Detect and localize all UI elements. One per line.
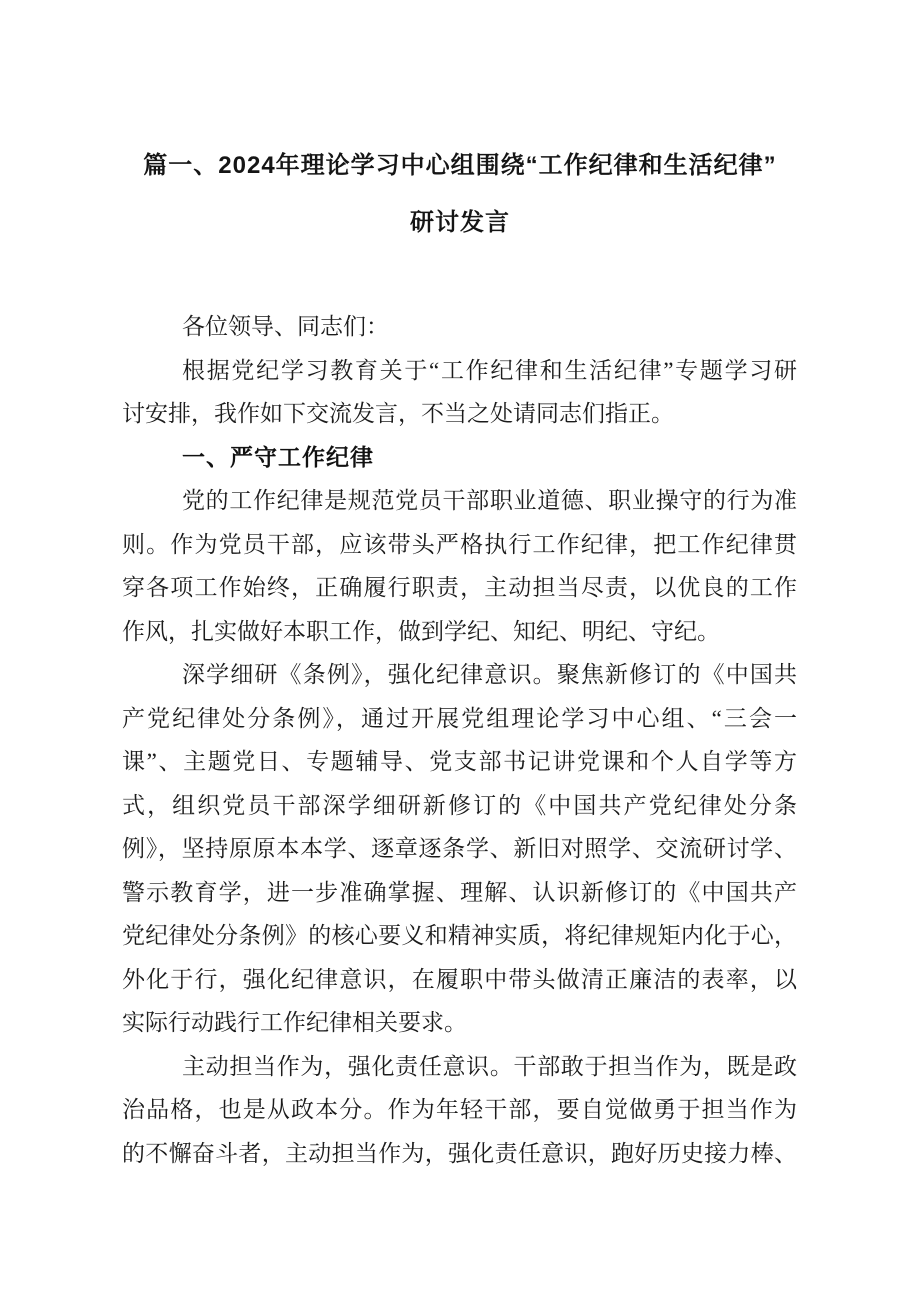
body-line: 式，组织党员干部深学细研新修订的《中国共产党纪律处分条 <box>122 792 797 818</box>
body-line: 则。作为党员干部，应该带头严格执行工作纪律，把工作纪律贯 <box>122 531 797 557</box>
body-line: 例》，坚持原原本本学、逐章逐条学、新旧对照学、交流研讨学、 <box>122 836 797 861</box>
body-line: 外化于行，强化纪律意识，在履职中带头做清正廉洁的表率，以 <box>122 966 797 992</box>
body-line: 根据党纪学习教育关于“工作纪律和生活纪律”专题学习研 <box>182 357 797 383</box>
body-line: 治品格，也是从政本分。作为年轻干部，要自觉做勇于担当作为 <box>122 1097 797 1122</box>
document-title <box>0 137 920 251</box>
body-line: 实际行动践行工作纪律相关要求。 <box>122 1010 467 1035</box>
body-line: 警示教育学，进一步准确掌握、理解、认识新修订的《中国共产 <box>122 879 797 905</box>
document-body <box>122 305 797 1175</box>
body-line: 穿各项工作始终，正确履行职责，主动担当尽责，以优良的工作 <box>122 575 797 600</box>
body-line: 各位领导、同志们： <box>182 314 389 339</box>
body-line: 深学细研《条例》，强化纪律意识。聚焦新修订的《中国共 <box>182 662 797 687</box>
body-line: 讨安排，我作如下交流发言，不当之处请同志们指正。 <box>122 401 674 426</box>
title-line-1: 篇一、2024年理论学习中心组围绕“工作纪律和生活纪律” <box>143 152 777 179</box>
body-line: 党纪律处分条例》的核心要义和精神实质，将纪律规矩内化于心， <box>122 923 797 948</box>
body-line: 作风，扎实做好本职工作，做到学纪、知纪、明纪、守纪。 <box>122 618 720 644</box>
body-line: 主动担当作为，强化责任意识。干部敢于担当作为，既是政 <box>182 1053 797 1079</box>
body-line: 的不懈奋斗者，主动担当作为，强化责任意识，跑好历史接力棒、 <box>122 1140 797 1166</box>
title-line-2: 研讨发言 <box>410 209 510 236</box>
section-heading: 一、严守工作纪律 <box>182 443 374 470</box>
body-line: 课”、主题党日、专题辅导、党支部书记讲党课和个人自学等方 <box>122 749 797 774</box>
body-line: 党的工作纪律是规范党员干部职业道德、职业操守的行为准 <box>182 488 797 513</box>
body-line: 产党纪律处分条例》，通过开展党组理论学习中心组、“三会一 <box>122 705 797 731</box>
